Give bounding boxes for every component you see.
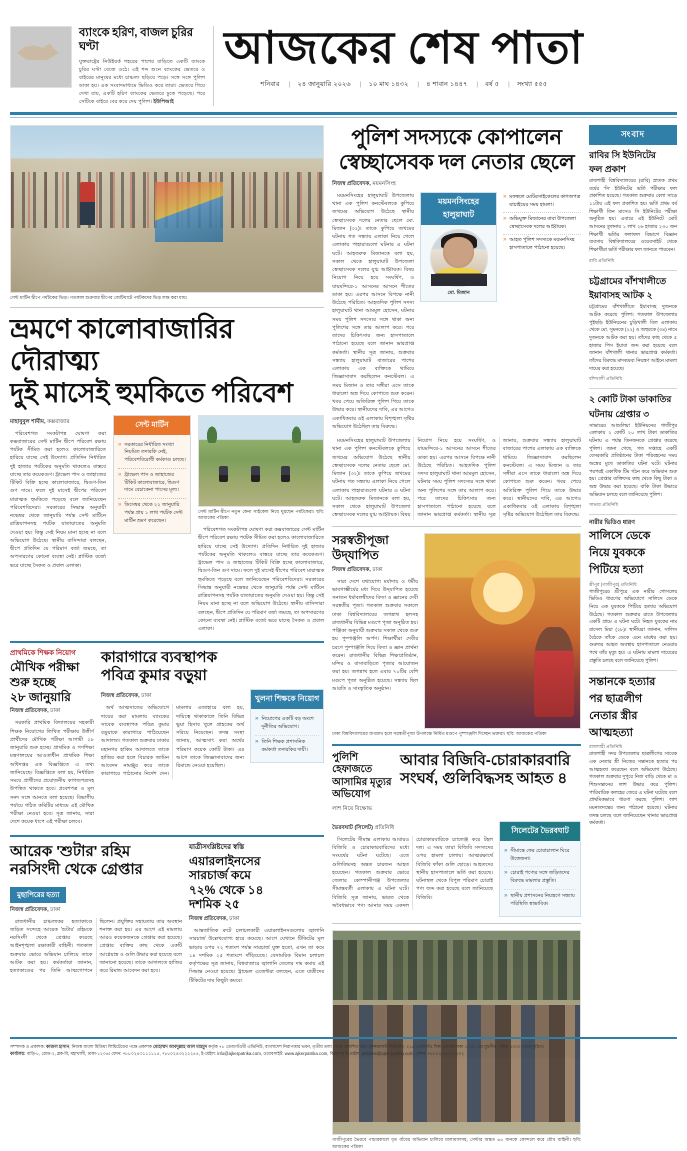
sent-martin-item-text: ডিসেম্বর থেকে ২২ জানুয়ারি পর্যন্ত প্রায় ১ লাখ পর্যটক সেন্ট মার্টিন ভ্রমণ করেছেন। <box>124 502 183 524</box>
accused-portrait-caption: মো. মিজান <box>447 289 470 296</box>
airline-byline-place: ঢাকা <box>229 916 240 923</box>
travel-byline-role: মাহাবুবুল শামীম, <box>10 418 46 425</box>
lead-byline <box>332 180 581 189</box>
teacher-headline-line1: মৌখিক পরীক্ষা <box>10 660 80 675</box>
column-left <box>10 125 324 1151</box>
paper-title: আজকের শেষ পাতা <box>224 23 584 73</box>
bullet-icon: » <box>504 847 508 854</box>
sidebar-text: গাজীপুরের শ্রীপুরে এক নারীর গোসলের ভিডিও ধারণের অভিযোগে সালিসে ডেকে নিয়ে এক যুবককে পিটিয়ে হত্যার অভিযোগ উঠেছে। গতকাল শুক্রবার রাতে উপজেলার একটি গ্রামে এ ঘটনা ঘটে। নিহত যুবকের নাম রাসেল মিয়া (২৮)। স্থানীয়রা জানান, সালিস বৈঠকে তাঁকে ডেকে এনে মারধর করা হয়। গুরুতর আহত অবস্থায় হাসপাতালে নেওয়ার পথে তাঁর মৃত্যু হয়। এ ঘটনায় মামলা দায়েরের প্রস্তুতি চলছে বলে জানিয়েছে পুলিশ। <box>589 589 677 664</box>
jail-infobox-item <box>255 713 319 736</box>
sidebar-text: সাভারের আশুলিয়া ইউনিয়নের গাজীপুর এলাকায় ২ কোটি ২০ লাখ টাকা ডাকাতির ঘটনায় এ পর্যন্ত তিনজনকে গ্রেপ্তার করেছে পুলিশ। জানা গেছে, গত সপ্তাহে একটি বেসরকারি প্রতিষ্ঠানের টাকা পরিবহনের সময় অস্ত্রের মুখে ডাকাতির ঘটনা ঘটে। ঘটনার পরপরই একাধিক টিম গঠন করে অভিযান শুরু হয়। গ্রেপ্তার ব্যক্তিদের কাছ থেকে কিছু টাকা ও অস্ত্র উদ্ধার করা হয়েছে। বাকি টাকা উদ্ধারে অভিযান চলছে বলে জানিয়েছে পুলিশ। <box>589 423 677 498</box>
sidebar-kicker: নারীর ভিডিও ধারণ <box>589 520 635 527</box>
column-sidebar <box>589 125 677 1151</box>
nameplate <box>214 23 594 90</box>
sidebar-byline: রাবি প্রতিনিধি <box>589 257 615 263</box>
teaser-photo <box>10 26 72 88</box>
accused-portrait-photo <box>430 229 488 287</box>
bgb-headline-line1: আবার বিজিবি-চোরাকারবারি <box>400 751 571 769</box>
sidebar-byline: বাঁশখালী প্রতিনিধি <box>589 376 623 382</box>
shooter-headline-line2: নরসিংদী থেকে গ্রেপ্তার <box>10 860 143 878</box>
jail-infobox-item <box>255 736 319 758</box>
jail-byline <box>101 692 244 701</box>
lead-fact-text: আহত পুলিশ সদস্যকে ময়মনসিংহ হাসপাতালে পাঠানো হয়েছে। <box>509 237 575 252</box>
shooter-byline <box>10 906 182 915</box>
sidebar-title-line1: সালিসে ডেকে <box>589 530 651 543</box>
airline-headline-line4: দশমিক ২৫ <box>189 897 240 912</box>
footer-imprint-line2: কার্যালয়: বাড়ি-৮, রোড-২, ব্লক-বি, মহাখালী, ঢাকা-১২০৬। ফোন: +৮৮০২৪৩১১১১১৫, +৮৮০২৪৩২২২২৫৫, ই-মেইল: info@ajkerpatrika.com, ওয়েবসাইট: www.ajkerpatrika.com, বিজ্ঞাপন ই-মেইল: adsales@ajkerpatrika.com, ফোন: +৮৮০২০২০২০২০২ <box>10 1051 465 1057</box>
puja-byline <box>332 566 418 575</box>
sent-martin-item <box>118 499 186 528</box>
shooter-byline-place: ঢাকা <box>50 906 61 913</box>
lead-factbox-title: ময়মনসিংহের হালুয়াঘাট <box>421 193 496 225</box>
dateline-issue: সংখ্যা ৫৫৫ <box>516 81 548 89</box>
bullet-icon: » <box>503 194 507 201</box>
dateline-year: বর্ষ ৫ | <box>485 79 510 90</box>
sidebar-item-salish-killing[interactable] <box>589 515 677 671</box>
airline-headline-line3: ৭২% থেকে ১৪ <box>189 882 264 897</box>
dateline-bangla: ১০ মাঘ ১৪৩২ | <box>369 79 420 90</box>
lead-headline-line1: পুলিশ সদস্যকে কোপালেন <box>351 125 562 149</box>
travel-byline <box>10 418 106 427</box>
masthead-rule-thin <box>10 117 677 118</box>
lead-body-col1 <box>332 192 414 431</box>
jail-infobox <box>250 689 324 763</box>
shooter-body <box>10 918 182 977</box>
sidebar-title-line3: পিটিয়ে হত্যা <box>589 563 644 576</box>
puja-body-text: সারা দেশে যথাযোগ্য মর্যাদায় ও ধর্মীয় ভাবগাম্ভীর্যের মধ্য দিয়ে উদ্‌যাপিত হয়েছে সনাতন ধর্মাবলম্বীদের বিদ্যা ও জ্ঞানের দেবী সরস্বতীর পূজা। গতকাল শুক্রবার সকালে ঢাকা বিশ্ববিদ্যালয়ের জগন্নাথ হলসহ রাজধানীর বিভিন্ন মণ্ডপে পূজা অনুষ্ঠিত হয়। পঞ্জিকা অনুযায়ী শুক্রবার সকাল থেকে শুরু হয় পুষ্পাঞ্জলি অর্পণ। শিক্ষার্থীরা দেবীর চরণে পুষ্পাঞ্জলি দিয়ে বিদ্যা ও জ্ঞান প্রার্থনা করেন। রাজধানীর বিভিন্ন শিক্ষাপ্রতিষ্ঠান, মন্দির ও বাসাবাড়িতে পূজার আয়োজন করা হয়। জগন্নাথ হলে এবার ৭০টির বেশি মণ্ডপে পূজা অনুষ্ঠিত হয়েছে। সন্ধ্যায় ছিল আরতি ও সাংস্কৃতিক অনুষ্ঠান। <box>332 578 419 692</box>
teacher-kicker: প্রাথমিকে শিক্ষক নিয়োগ <box>10 650 76 658</box>
airline-body <box>189 927 324 985</box>
sidebar-item-rabi-result[interactable] <box>589 145 677 271</box>
sent-martin-item <box>118 469 186 499</box>
sidebar-title-line2: পর ছাত্রলীগ <box>589 693 643 705</box>
jail-infobox-title: খুলনা শিক্ষকে নিয়োগ <box>251 690 323 709</box>
lead-fact-text: মফস্বলে মোটরসাইকেলের কাগজপত্র যাচাইয়ের সময় হামলা। <box>509 194 581 209</box>
custody-kicker-line1: পুলিশি হেফাজতে <box>332 751 373 776</box>
bgb-byline-place: প্রতিনিধি <box>374 824 395 831</box>
page-footer <box>10 1037 677 1058</box>
sent-martin-item <box>118 439 186 469</box>
beach-photo <box>10 125 324 293</box>
lead-fact-item <box>503 213 581 235</box>
sidebar-title-line1: চট্টগ্রামের বাঁশখালীতে <box>589 275 667 286</box>
lead-fact-text: অভিযুক্ত মিজানের বাবা উপজেলা স্বেচ্ছাসেবক দলের আহ্বায়ক। <box>509 215 577 230</box>
dateline-gregorian: ২৪ জানুয়ারি ২০২৬ | <box>298 79 362 90</box>
sidebar-byline: রাজশাহী প্রতিনিধি <box>589 744 623 750</box>
masthead-teaser <box>10 26 214 106</box>
bgb-infobox-item-text: সীমান্তে ফের চোরাচালান ঘিরে উত্তেজনা। <box>510 847 570 862</box>
lead-byline-place: ময়মনসিংহ <box>372 180 396 187</box>
teacher-byline-role: নিজস্ব প্রতিবেদক, <box>10 708 49 715</box>
sidebar-item-suicide[interactable] <box>589 671 677 833</box>
jail-body <box>101 704 244 778</box>
puja-byline-place: ঢাকা <box>372 566 383 573</box>
sidebar-header: সংবাদ <box>589 125 677 145</box>
lead-body-text-cont: ময়মনসিংহের হালুয়াঘাট উপজেলায় থানা এক পুলিশ কনস্টেবলকে কুপিয়ে জখমের অভিযোগ উঠেছে স্থানীয় স্বেচ্ছাসেবক দলের নেতার ছেলে মো. মিজান (৩২)। তাকে কুপিয়ে জখমের ঘটনায় গত সন্ধ্যায় এলাকা নিয়ে গেলে এলাকায় পাহারাগুলো ঘটনার এ ঘটনা ঘটে। আহতরুক মিজানকে বলা হয়, সকাল থেকে হালুয়াঘাট উপজেলা স্বেচ্ছাসেবক দলের যুগ্ম আহ্বায়ক। বিষয় নিয়োগ নিয়ে হয়ে সংঘর্ষিণ, ও যায়মন্দিরে-১ আসনের আসনে শীতের ডাকা হয়। এরপর আসনে বিপক্ষে নানী উঠেছে পরিচিত। আহতদিক পুলিশ সদস্য হালুয়াঘাট থানা আমমুল হোসেন, ঘটনার সময় পুলিশ সদস্যের সঙ্গে থাকা অন্য পুলিশের সঙ্গে তার আলাপ করে। পরে তাদের চিকিৎসার জন্য হাসপাতালে পাঠানো হয়েছে বলে জানান ভারপ্রাপ্ত কর্মকর্তা। স্থানীয় সূত্র জানায়, শুক্রবার সন্ধ্যায় হালুয়াঘাট বাজারের পাশের এলাকায় এক ব্যক্তিকে থামিয়ে জিজ্ঞাসাবাদ করছিলেন কনস্টেবল। এ সময় মিজান ও তার সঙ্গীরা এসে তাকে ধারালো অস্ত্র দিয়ে কোপাতে শুরু করেন। খবর পেয়ে অতিরিক্ত পুলিশ গিয়ে তাকে উদ্ধার করে। স্থানীয়দের দাবি, এর আগেও একাধিকবার ওই এলাকায় বিশৃঙ্খলা সৃষ্টির অভিযোগ উঠেছিল তার বিরুদ্ধে। <box>332 438 582 519</box>
sidebar-item-banshkhali-yaba[interactable] <box>589 271 677 390</box>
footer-imprint-line1: সম্পাদক ও প্রকাশক: কাজল হাসান, নিজস্ব বাংলা মিডিয়া লিমিটেডের পক্ষে প্রকাশক মোহাম্মদ আবদুল্লাহ আল মাহমুদ কর্তৃক ৭৮ তেজগাঁওয়ী এভিনিউ, বাংলাদেশ নিরাপত্তার ভবন, তৃতীয় তলা থেকে প্রকাশিত এবং ট্রান্সক্রাফট লিমিটেড, ২১৬ তেজগাঁও শিল্প এলাকা ঢাকা ১২০৮ এর মুদ্রণীয়, পাঠক ৪৩০০ থেকে মুদ্রিত। <box>10 1043 545 1049</box>
lead-body-text: ময়মনসিংহের হালুয়াঘাট উপজেলায় থানা এক পুলিশ কনস্টেবলকে কুপিয়ে জখমের অভিযোগ উঠেছে স্থানীয় স্বেচ্ছাসেবক দলের নেতার ছেলে মো. মিজান (৩২)। তাকে কুপিয়ে জখমের ঘটনায় গত সন্ধ্যায় এলাকা নিয়ে গেলে এলাকায় পাহারাগুলো ঘটনার এ ঘটনা ঘটে। আহতরুক মিজানকে বলা হয়, সকাল থেকে হালুয়াঘাট উপজেলা স্বেচ্ছাসেবক দলের যুগ্ম আহ্বায়ক। বিষয় নিয়োগ নিয়ে হয়ে সংঘর্ষিণ, ও যায়মন্দিরে-১ আসনের আসনে শীতের ডাকা হয়। এরপর আসনে বিপক্ষে নানী উঠেছে পরিচিত। আহতদিক পুলিশ সদস্য হালুয়াঘাট থানা আমমুল হোসেন, ঘটনার সময় পুলিশ সদস্যের সঙ্গে থাকা অন্য পুলিশের সঙ্গে তার আলাপ করে। পরে তাদের চিকিৎসার জন্য হাসপাতালে পাঠানো হয়েছে বলে জানান ভারপ্রাপ্ত কর্মকর্তা। স্থানীয় সূত্র জানায়, শুক্রবার সন্ধ্যায় হালুয়াঘাট বাজারের পাশের এলাকায় এক ব্যক্তিকে থামিয়ে জিজ্ঞাসাবাদ করছিলেন কনস্টেবল। এ সময় মিজান ও তার সঙ্গীরা এসে তাকে ধারালো অস্ত্র দিয়ে কোপাতে শুরু করেন। খবর পেয়ে অতিরিক্ত পুলিশ গিয়ে তাকে উদ্ধার করে। স্থানীয়দের দাবি, এর আগেও একাধিকবার ওই এলাকায় বিশৃঙ্খলা সৃষ্টির অভিযোগ উঠেছিল তার বিরুদ্ধে। <box>332 192 415 430</box>
bgb-infobox-item-text: স্থানীয় প্রশাসনের নিয়ন্ত্রণে সন্ধ্যায় পরিস্থিতি স্বাভাবিক। <box>510 892 575 907</box>
sidebar-text: রাজশাহী বিশ্ববিদ্যালয়ের (রাবি) স্নাতক প্রথম বর্ষের 'সি' ইউনিটের ভর্তি পরীক্ষার ফল প্রকাশিত হয়েছে। গতকাল শুক্রবার বেলা সাড়ে ১১টায় এই ফল প্রকাশিত হয়। ভর্তি প্রথম বর্ষ শিক্ষার্থী তিন মাসেও সি ইউনিটের পরীক্ষা অনুষ্ঠিত হয়। এবারে এই ইউনিটে মোট আসনের তুলনায় ১ লাখ ২৬ হাজার ২৩০ জন শিক্ষার্থী ভর্তির ফলাফল বিভাগে বিজ্ঞান ব্যবসায় বিশ্ববিদ্যালয়ের ওয়েবসাইট থেকে শিক্ষার্থীরা ভর্তি পরীক্ষার ফল জানতে পারবেন। <box>589 179 677 254</box>
bullet-icon: » <box>255 716 259 723</box>
shooter-byline-role: নিজস্ব প্রতিবেদক, <box>10 906 49 913</box>
content-grid <box>10 125 677 1151</box>
bullet-icon: » <box>118 471 122 478</box>
custody-kicker-line2: আসামির মৃত্যুর <box>332 776 392 788</box>
travel-byline-place: কক্সবাজার <box>47 418 70 425</box>
bgb-byline <box>332 824 493 833</box>
puja-body <box>332 578 418 694</box>
bgb-infobox-item <box>504 845 576 868</box>
jail-infobox-item-text: তিনি শিক্ষক প্রশাসনিক কর্মকর্তা তদারকির দায়ী। <box>261 738 308 753</box>
sidebar-title-line3: নেতার স্ত্রীর <box>589 709 638 722</box>
jail-byline-role: নিজস্ব প্রতিবেদক, <box>101 693 140 700</box>
airline-body-text: আন্তর্জাতিক রুটে চলাচলকারী এয়ারলাইনসগুলোর জ্বালানি সারচার্জ উল্লেখযোগ্য হারে কমেছে। আগে যেখানে টিকিটের মূল ভাড়ার ওপর ৭২ শতাংশ পর্যন্ত সারচার্জ যুক্ত হতো, এখন তা কমে ১৪ দশমিক ২৫ শতাংশে দাঁড়িয়েছে। বেসামরিক বিমান চলাচল কর্তৃপক্ষের সূত্র জানায়, বিশ্ববাজারে জ্বালানি তেলের দাম কমায় এই সিদ্ধান্ত নেওয়া হয়েছে। ট্রাভেল এজেন্টরা বলছেন, এতে যাত্রীদের টিকিটের দাম কিছুটা কমবে। <box>189 928 325 984</box>
field-cyclists-photo <box>198 415 324 507</box>
bullet-icon: » <box>504 892 508 899</box>
sidebar-title-line2: ইয়াবাসহ আটক ২ <box>589 289 653 300</box>
dateline <box>224 79 584 90</box>
travel-body-cont <box>198 526 324 633</box>
sent-martin-item-text: সরকারের নির্ধারিত সংখ্যা নিয়মিত তদারকি নেই, পরিবেশবিরোধী কর্মকাণ্ড চলছে। <box>124 441 186 464</box>
sidebar-title-line2: নিয়ে যুবককে <box>589 547 646 560</box>
bgb-byline-role: ভৈরবঘাট (সিলেট) <box>332 824 373 831</box>
sidebar-title-line4: আত্মহত্যা <box>589 726 633 739</box>
travel-body-text-cont: পরিবেশগত সংকটাপন্ন ঘোষণা করা কক্সবাজারের সেন্ট মার্টিন দ্বীপে পরিবেশ রক্ষায় পর্যটক সীমিত করা হলেও কালোবাজারিতে হারিয়ে যাচ্ছে সেই উদ্যোগ। প্রতিদিন নির্ধারিত দুই হাজার পর্যটকের অনুমতি থাকলেও বাস্তবে যাচ্ছে তার কয়েকগুণ। ট্রাভেল পাস ও জাহাজের টিকিট বিক্রি হচ্ছে কালোবাজারে, দ্বিগুণ-তিন গুণ দামে। ফলে দুই মাসেই দ্বীপের পরিবেশ মারাত্মক হুমকিতে পড়েছে বলে জানিয়েছেন পরিবেশবিদেরা। সরকারের সিদ্ধান্ত অনুযায়ী নভেম্বর থেকে জানুয়ারি পর্যন্ত সেন্ট মার্টিনে রাত্রিযাপনসহ পর্যটক যাতায়াতের অনুমতি দেওয়া হয়। কিন্তু সেই নিয়ম মানা হচ্ছে না বলে অভিযোগ উঠেছে। স্থানীয় বাসিন্দারা বলছেন, দ্বীপে প্রতিদিন যে পরিমাণ বর্জ্য জমছে, তা অপসারণের কোনো ব্যবস্থা নেই। প্লাস্টিক বর্জ্যে ভরে যাচ্ছে সৈকত ও প্রবাল এলাকা। <box>198 527 325 633</box>
shooter-tag: মুছাপিরের হত্যা <box>10 887 66 903</box>
masthead-rule <box>10 112 677 115</box>
bgb-infobox-title: সিলেটের ভৈরবঘাট <box>500 822 580 841</box>
sent-martin-item-text: ট্রাভেল পাস ও জাহাজের টিকিট কালোবাজারে, দ্বিগুণ দামে বেচাকেনা পাসের মূল্য। <box>124 471 180 494</box>
bgb-body <box>332 836 493 910</box>
airline-headline-line1: এয়ারলাইনসের <box>189 853 261 868</box>
lead-factbox <box>420 192 497 302</box>
custody-subline: লাশ নিয়ে বিক্ষোভ <box>332 805 373 812</box>
bgb-body-text: সিলেটের সীমান্ত এলাকায় আবারও বিজিবি ও চোরাকারবারিদের মধ্যে সংঘর্ষের ঘটনা ঘটেছে। এতে গুলিবিদ্ধসহ অন্তত চারজন আহত হয়েছেন। গতকাল শুক্রবার ভোরে জেলার কোম্পানীগঞ্জ উপজেলার সীমান্তবর্তী এলাকায় এ ঘটনা ঘটে। বিজিবি সূত্র জানায়, ভারত থেকে অবৈধভাবে পণ্য আনার সময় একদল চোরাকারবারিকে চ্যালেঞ্জ করে টহল দল। এ সময় তারা বিজিবি সদস্যদের ওপর হামলা চালায়। আত্মরক্ষার্থে বিজিবি ফাঁকা গুলি ছোড়ে। আহতদের স্থানীয় হাসপাতালে ভর্তি করা হয়েছে। ঘটনাস্থল থেকে বিপুল পরিমাণ চোরাই পণ্য জব্দ করা হয়েছে বলে জানিয়েছে বিজিবি। <box>332 836 494 909</box>
sidebar-text: রাজশাহী সদর উপজেলার ছাত্রলীগের সাবেক এক নেতার স্ত্রী নিজের সন্তানকে হত্যার পর আত্মহত্যা করেছেন বলে অভিযোগ উঠেছে। গতকাল শুক্রবার দুপুরে নিজ বাড়ি থেকে মা ও শিশুসন্তানের লাশ উদ্ধার করে পুলিশ। পারিবারিক কলহের জেরে এ ঘটনা ঘটেছে বলে প্রাথমিকভাবে ধারণা করছে পুলিশ। লাশ ময়নাতদন্তের জন্য পাঠানো হয়েছে। ঘটনার তদন্ত চলছে বলে জানিয়েছেন থানার ভারপ্রাপ্ত কর্মকর্তা। <box>589 752 677 827</box>
lead-body-cont <box>332 437 581 520</box>
teaser-source: ইউপিআই <box>153 99 174 106</box>
travel-headline-line1: ভ্রমণে কালোবাজারির দৌরাত্ম্য <box>10 314 234 377</box>
beach-photo-caption: সেন্ট মার্টিন দ্বীপে পর্যটকের ভিড়। গতকাল শুক্রবার দ্বীপের জেটিঘাটে পর্যটকদের ভিড় লক্ষ করা যায়। <box>10 294 188 300</box>
shooter-headline-line1: আরেক 'শুটার' রহিম <box>10 842 131 860</box>
bullet-icon: » <box>255 738 259 745</box>
sidebar-title-line1: ২ কোটি টাকা ডাকাতির <box>589 394 672 405</box>
airline-headline-line2: সারচার্জ কমে <box>189 868 251 883</box>
column-middle <box>332 125 581 1151</box>
field-photo-caption: সেন্ট মার্টিন দ্বীপে নতুন কেনা সাইকেল নিয়ে ঘুরছেন পর্যটকেরা। ছবি: আজকের পত্রিকা <box>198 508 325 521</box>
custody-kicker-line3: অভিযোগ <box>332 789 371 801</box>
bullet-icon: » <box>504 870 508 877</box>
puja-headline-line1: সরস্বতীপূজা <box>332 533 389 548</box>
teaser-text <box>79 58 205 106</box>
teaser-body-text: যুক্তরাষ্ট্রের নিউইয়র্ক শহরের পাশের বাড়িতে একটি ব্যাংকে চুরির ঘণ্টা বেজে ওঠে। এই শব্দ শুনে ব্যাংকের ভেতরে ও বাইরের মানুষের মধ্যে চাঞ্চল্য ছড়িয়ে পড়ে। সঙ্গে সঙ্গে পুলিশ ডাকা হয়। এক সংবাদমাধ্যমে ভিডিও করে তারা। ভেতরে গিয়ে দেখা যায়, একটি হরিণ ব্যাংকের ভেতরে ঢুকে পড়েছে। পরে সেটিকে বাইরে বের করে দেয় পুলিশ। <box>79 58 206 106</box>
bullet-icon: » <box>503 237 507 244</box>
footer-rule <box>10 1037 677 1039</box>
lead-byline-role: নিজস্ব প্রতিবেদক, <box>332 180 371 187</box>
detainees-photo-caption: গাজীপুরের ভৈরবে পাচারকালে ধৃত বাঁধের অভিযান চালিয়ে মালামালসহ, সেন্টার অন্তত ৬৫ জনকে কোন্দলে করে যৌথ বাহিনী। ছবি: আজকের পত্রিকা <box>332 1137 582 1150</box>
bullet-icon: » <box>503 215 507 222</box>
sidebar-byline: সাভার প্রতিনিধি <box>589 502 619 508</box>
jail-headline-line2: পবিত্র কুমার বড়ুয়া <box>101 667 207 685</box>
airline-kicker: যাত্রীসংশ্লিষ্টদের স্বস্তি <box>189 843 245 851</box>
bgb-infobox-item <box>504 890 576 912</box>
teacher-body <box>10 719 94 826</box>
saraswati-idol-photo <box>424 533 581 729</box>
sent-martin-infobox <box>113 415 191 535</box>
bullet-icon: » <box>118 441 122 448</box>
airline-byline-role: নিজস্ব প্রতিবেদক, <box>189 916 228 923</box>
bgb-headline-line2: সংঘর্ষ, গুলিবিদ্ধসহ আহত ৪ <box>400 769 568 787</box>
puja-photo-caption: ঢাকা বিশ্ববিদ্যালয়ের জগন্নাথ হলে সরস্বতীপূজা উপলক্ষে নির্মিত মণ্ডপে পুষ্পাঞ্জলি দিচ্ছেন ভক্তরা। ছবি: আজকের পত্রিকা <box>332 731 547 737</box>
travel-headline-line2: দুই মাসেই হুমকিতে পরিবেশ <box>10 377 293 408</box>
lead-fact-item <box>503 192 581 214</box>
sidebar-byline: শ্রীপুর (গাজীপুর) প্রতিনিধি <box>589 581 637 587</box>
bgb-infobox-item-text: চোরাই পণ্যের সঙ্গে জড়িতদের বিরুদ্ধে মামলার প্রস্তুতি। <box>510 870 570 885</box>
bgb-infobox-item <box>504 867 576 890</box>
dateline-hijri: ৪ শাবান ১৪৪৭ | <box>426 79 478 90</box>
sidebar-item-robbery-arrest[interactable] <box>589 389 677 515</box>
masthead <box>10 0 677 108</box>
travel-body-text: পরিবেশগত সংকটাপন্ন ঘোষণা করা কক্সবাজারের সেন্ট মার্টিন দ্বীপে পরিবেশ রক্ষায় পর্যটক সীমিত করা হলেও কালোবাজারিতে হারিয়ে যাচ্ছে সেই উদ্যোগ। প্রতিদিন নির্ধারিত দুই হাজার পর্যটকের অনুমতি থাকলেও বাস্তবে যাচ্ছে তার কয়েকগুণ। ট্রাভেল পাস ও জাহাজের টিকিট বিক্রি হচ্ছে কালোবাজারে, দ্বিগুণ-তিন গুণ দামে। ফলে দুই মাসেই দ্বীপের পরিবেশ মারাত্মক হুমকিতে পড়েছে বলে জানিয়েছেন পরিবেশবিদেরা। সরকারের সিদ্ধান্ত অনুযায়ী নভেম্বর থেকে জানুয়ারি পর্যন্ত সেন্ট মার্টিনে রাত্রিযাপনসহ পর্যটক যাতায়াতের অনুমতি দেওয়া হয়। কিন্তু সেই নিয়ম মানা হচ্ছে না বলে অভিযোগ উঠেছে। স্থানীয় বাসিন্দারা বলছেন, দ্বীপে প্রতিদিন যে পরিমাণ বর্জ্য জমছে, তা অপসারণের কোনো ব্যবস্থা নেই। প্লাস্টিক বর্জ্যে ভরে যাচ্ছে সৈকত ও প্রবাল এলাকা। <box>10 430 106 569</box>
bullet-icon: » <box>118 502 122 509</box>
sidebar-title-line1: রাবির সি ইউনিটের <box>589 149 656 160</box>
sidebar-title-line1: সন্তানকে হত্যার <box>589 676 656 689</box>
sent-martin-infobox-title: সেন্ট মার্টিন <box>114 416 190 435</box>
teacher-headline-line2: শুরু হচ্ছে <box>10 675 56 690</box>
detainees-group-photo <box>332 930 581 1135</box>
sidebar-title-line2: ঘটনায় গ্রেপ্তার ৩ <box>589 408 650 419</box>
teacher-byline <box>10 707 94 716</box>
lead-fact-item <box>503 235 581 256</box>
teacher-body-text: সরকারি প্রাথমিক বিদ্যালয়ের সহকারী শিক্ষক নিয়োগের লিখিত পরীক্ষায় উত্তীর্ণ প্রার্থীদের মৌখিক পরীক্ষা আগামী ২৮ জানুয়ারি শুরু হচ্ছে। প্রাথমিক ও গণশিক্ষা মন্ত্রণালয়ের আওতাধীন প্রাথমিক শিক্ষা অধিদপ্তর এক বিজ্ঞপ্তিতে এ তথ্য জানিয়েছে। বিজ্ঞপ্তিতে বলা হয়, নির্ধারিত সময়ে প্রার্থীদের প্রয়োজনীয় কাগজপত্রসহ উপস্থিত থাকতে হবে। প্রবেশপত্র ও মূল সনদ সঙ্গে আনতে বলা হয়েছে। বিভাগীয় পর্যায়ে গঠিত কমিটির মাধ্যমে এই মৌখিক পরীক্ষা নেওয়া হবে। সূত্র জানায়, সারা দেশে কয়েক ধাপে এই পরীক্ষা চলবে। <box>10 720 94 826</box>
travel-body <box>10 430 106 570</box>
lead-headline-line2: স্বেচ্ছাসেবক দল নেতার ছেলে <box>338 150 575 174</box>
bgb-infobox <box>499 821 581 918</box>
jail-infobox-item-text: নিয়োগের একটি বড় অংশে দুর্নীতির অভিযোগ। <box>261 716 314 731</box>
jail-headline-line1: কারাগারে ব্যবস্থাপক <box>101 649 218 667</box>
puja-headline-line2: উদ্‌যাপিত <box>332 547 379 562</box>
teacher-byline-place: ঢাকা <box>50 708 61 715</box>
teacher-headline-line3: ২৮ জানুয়ারি <box>10 689 71 704</box>
puja-byline-role: নিজস্ব প্রতিবেদক, <box>332 566 371 573</box>
sidebar-title-line2: ফল প্রকাশ <box>589 163 626 174</box>
jail-byline-place: ঢাকা <box>141 693 152 700</box>
airline-byline <box>189 915 324 924</box>
teaser-headline: ব্যাংকে হরিণ, বাজল চুরির ঘণ্টা <box>79 27 193 54</box>
shooter-body-text: রাজধানীর চাঞ্চল্যকর হত্যাকাণ্ডে জড়িত সন্দেহে আরেক 'শুটার' রহিমকে নরসিংদী থেকে গ্রেপ্তার করেছে আইনশৃঙ্খলা রক্ষাকারী বাহিনী। গতকাল শুক্রবার ভোরে অভিযান চালিয়ে তাকে আটক করা হয়। কর্মকর্তারা জানান, হত্যাকাণ্ডের পর তিনি আত্মগোপনে ছিলেন। প্রযুক্তির সহায়তায় তার অবস্থান শনাক্ত করা হয়। এর আগে এই মামলায় আরও কয়েকজনকে গ্রেপ্তার করা হয়েছে। গ্রেপ্তার ব্যক্তির কাছ থেকে একটি আগ্নেয়াস্ত্র ও গুলি উদ্ধার করা হয়েছে বলে জানানো হয়েছে। তাকে আদালতে হাজির করে রিমান্ড আবেদন করা হবে। <box>10 918 182 975</box>
sidebar-text: চট্টগ্রামের বাঁশখালীতে ইয়াবাসহ দুজনকে আটক করেছে পুলিশ। গতকাল উপজেলার পুইছড়ি ইউনিয়নের চুড়িখালী বিল এলাকায় থেকে মো. সুমনকে (২২) ও জহুরকে (৩৪) নামে দুজনকে আটক করা হয়। তাঁদের কাছ থেকে ৫ হাজার পিস ইয়াবা জব্দ করা হয়েছে বলে জানান বাঁশখালী থানার ভারপ্রাপ্ত কর্মকর্তা। তাঁদের বিরুদ্ধে মাদকদ্রব্য নিয়ন্ত্রণ আইনে মামলা দায়ের করা হয়েছে। <box>589 305 677 372</box>
dateline-day: শনিবার | <box>261 79 291 90</box>
jail-body-text: অর্থ আত্মসাতের অভিযোগে দায়ের করা মামলায় ব্যাংকের সাবেক ব্যবস্থাপক পবিত্র কুমার বড়ুয়াকে কারাগারে পাঠিয়েছেন আদালত। গতকাল শুক্রবার ঢাকার মহানগর হাকিম আদালতে তাকে হাজির করা হলে বিচারক জামিন আবেদন নামঞ্জুর করে তাকে কারাগারে পাঠানোর নির্দেশ দেন। মামলার এজাহারে বলা হয়, দায়িত্বে থাকাকালে তিনি বিভিন্ন ভুয়া হিসাব খুলে গ্রাহকের অর্থ সরিয়ে নিয়েছেন। তদন্ত সংস্থা জানায়, আত্মসাৎ করা অর্থের পরিমাণ কয়েক কোটি টাকা। এর আগে তাকে জিজ্ঞাসাবাদের জন্য রিমান্ডে নেওয়া হয়েছিল। <box>101 705 245 778</box>
